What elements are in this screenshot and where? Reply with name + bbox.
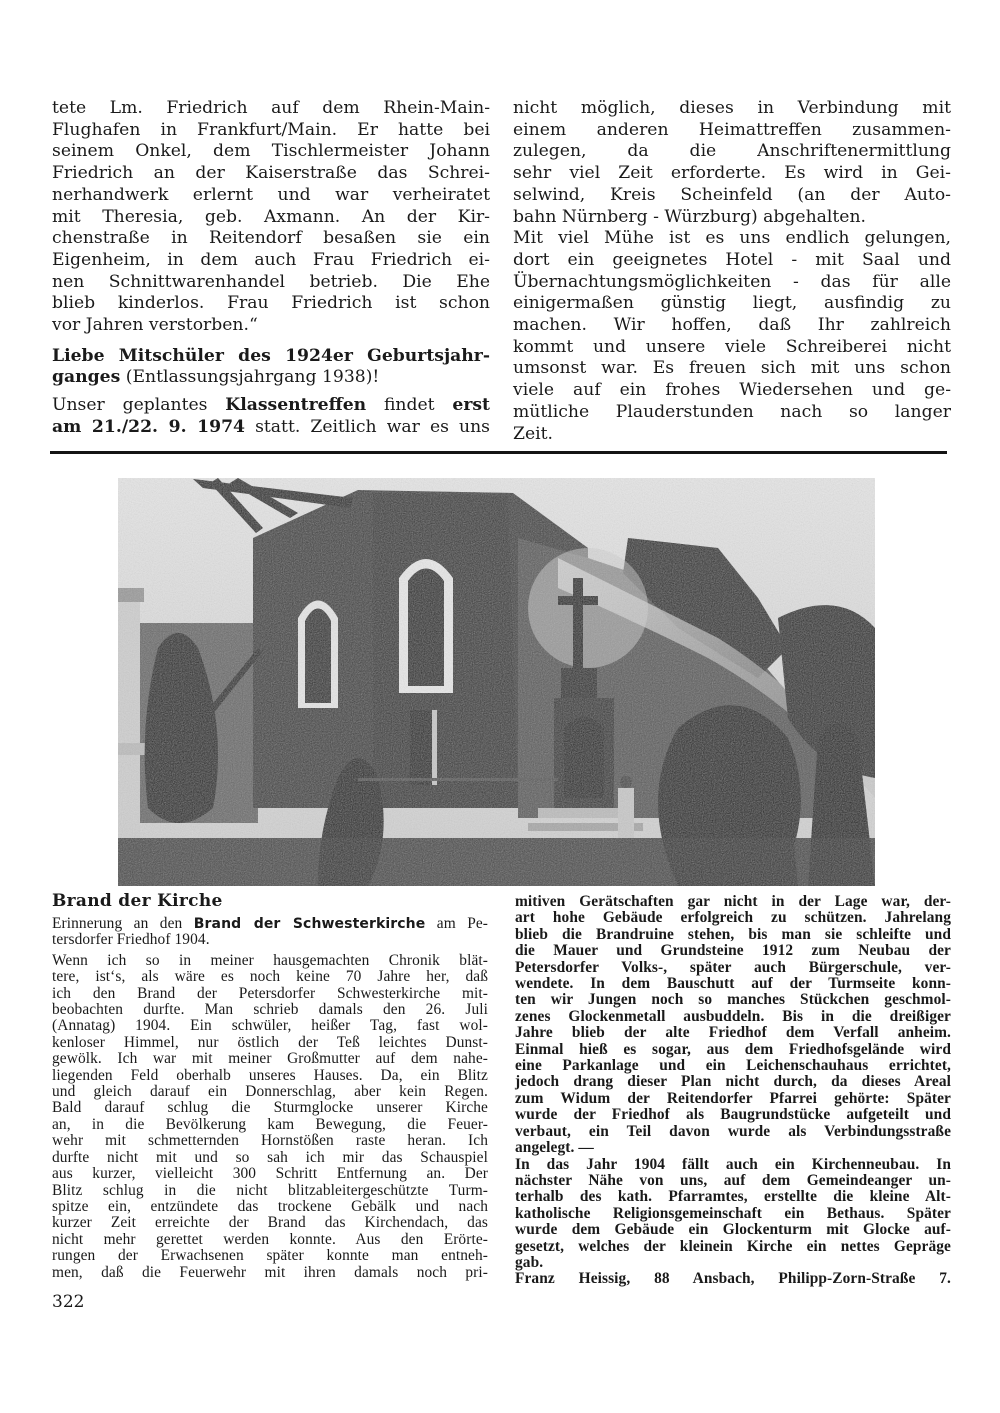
article-intro: Erinnerung an den Brand der Schwesterkirche am Pe- — [52, 915, 489, 932]
text-line: art hohe Gebäude erfolgreich zu schützen. Jahrelang — [515, 909, 951, 927]
text-line: dort ein geeignetes Hotel - mit Saal und — [513, 249, 951, 270]
text-line: nerhandwerk erlernt und war verheiratet — [52, 184, 490, 205]
text-line: bahn Nürnberg - Würzburg) abgehalten. — [513, 206, 866, 227]
text-line: beobachten durfte. Man schrieb damals den 26. Juli — [52, 1001, 488, 1019]
text-line: In das Jahr 1904 fällt auch ein Kirchenneubau. In — [515, 1155, 951, 1173]
text-line: ten wir Jungen noch so manches Stückchen geschmol- — [515, 991, 951, 1009]
text-line: Einmal hieß es sogar, aus dem Friedhofsgelände wird — [515, 1040, 951, 1058]
text-line: spitze ein, entzündete das trockene Gebälk und nach — [52, 1197, 488, 1215]
text-line: wurde der Friedhof als Baugrundstücke aufgeteilt und — [515, 1106, 951, 1124]
announcement-heading: ganges (Entlassungsjahrgang 1938)! — [52, 367, 380, 388]
text-line: mütliche Plauderstunden nach so langer — [513, 401, 951, 422]
section-divider — [50, 451, 947, 454]
text-line: chenstraße in Reitendorf besaßen sie ein — [52, 228, 490, 249]
text-line: mit Theresia, geb. Axmann. An der Kir- — [52, 206, 490, 227]
text-line: kurzer Zeit erreichte der Brand das Kirchendach, das — [52, 1214, 488, 1232]
text-line: Wenn ich so in meiner hausgemachten Chronik blät- — [52, 951, 488, 969]
text-line: selwind, Kreis Scheinfeld (an der Auto- — [513, 184, 951, 205]
text-line: gab. — [515, 1253, 544, 1271]
text-line: mitiven Gerätschaften gar nicht in der Lage war, der- — [515, 893, 951, 910]
text-line: ich den Brand der Petersdorfer Schwesterkirche mit- — [52, 984, 488, 1002]
text-line: sehr viel Zeit erforderte. Es wird in Gei- — [513, 163, 951, 184]
text-line: gesetzt, welches der kleinein Kirche ein nettes Gepräge — [515, 1237, 951, 1255]
announcement — [52, 346, 490, 439]
text-line: Petersdorfer Volks-, später auch Bürgerschule, ver- — [515, 958, 951, 976]
text-line: Eigenheim, in dem auch Frau Friedrich ei- — [52, 249, 490, 270]
text-line: wendete. In dem Bauschutt auf der Turmseite konn- — [515, 975, 951, 993]
text-line: durfte nicht mit und so sah ich mir das Schauspiel — [52, 1148, 488, 1166]
text-line: (Annatag) 1904. Ein schwüler, heißer Tag, fast wol- — [52, 1017, 488, 1035]
author-signature: Franz Heissig, 88 Ansbach, Philipp-Zorn-Straße 7. — [515, 1270, 951, 1288]
text-line: die Mauer und Grundsteine 1912 zum Neubau der — [515, 942, 951, 960]
text-line: Blitz schlug in die nicht blitzableitergeschützte Turm- — [52, 1181, 488, 1199]
text-line: Flughafen in Frankfurt/Main. Er hatte bei — [52, 119, 490, 140]
text-line: zenes Glockenmetall ausbuddeln. Bis in die dreißiger — [515, 1007, 951, 1025]
text-line: wurde dem Gebäude ein Glockenturm mit Glocke auf- — [515, 1221, 951, 1239]
text-line: katholische Religionsgemeinschaft ein Bethaus. Später — [515, 1204, 951, 1222]
text-line: nächster Nähe von uns, auf dem Gemeindeanger un- — [515, 1171, 951, 1189]
text-line: Mit viel Mühe ist es uns endlich gelungen, — [513, 228, 951, 249]
text-line: nen Schnittwarenhandel betrieb. Die Ehe — [52, 271, 490, 292]
text-line: terhalb des kath. Pfarramtes, erstellte die kleine Alt- — [515, 1188, 951, 1206]
text-line: aus kurzer, vielleicht 300 Schritt Entfernung an. Der — [52, 1165, 488, 1183]
text-line: nicht mehr gerettet werden konnte. Aus den Erörte- — [52, 1230, 488, 1248]
text-line: Übernachtungsmöglichkeiten - das für alle — [513, 271, 951, 292]
text-line: tete Lm. Friedrich auf dem Rhein-Main- — [52, 98, 490, 118]
text-line: eine Parkanlage und ein Leichenschauhaus errichtet, — [515, 1057, 951, 1075]
text-line: gewölk. Ich war mit meiner Großmutter auf dem nahe- — [52, 1050, 488, 1068]
text-line: jedoch drang dieser Plan nicht durch, da dieses Areal — [515, 1073, 951, 1091]
church-fire-photo — [118, 478, 875, 886]
text-line: men, daß die Feuerwehr mit ihren damals noch pri- — [52, 1263, 488, 1281]
text-line: an, in die Bevölkerung kam Bewegung, die Feuer- — [52, 1115, 488, 1133]
text-line: Friedrich an der Kaiserstraße das Schrei- — [52, 163, 490, 184]
text-line: angelegt. — — [515, 1139, 594, 1157]
text-line: liegenden Feld oberhalb unseres Hauses. Da, ein Blitz — [52, 1066, 488, 1084]
top-left-column — [52, 98, 490, 439]
article-right-column — [515, 894, 951, 1288]
text-line: nicht möglich, dieses in Verbindung mit — [513, 98, 951, 118]
text-line: rungen der Erwachsenen später konnte man entneh- — [52, 1247, 488, 1265]
text-line: blieb die Brandruine stehen, bis man sie schleifte und — [515, 925, 951, 943]
text-line: zum Widum der Reitendorfer Pfarrei gehörte: Später — [515, 1089, 951, 1107]
text-line: einem anderen Heimattreffen zusammen- — [513, 119, 951, 140]
photo-illustration — [118, 478, 875, 886]
text-line: umsonst war. Es freuen sich mit uns schon — [513, 358, 951, 379]
top-right-column — [513, 98, 951, 445]
announcement-heading: Liebe Mitschüler des 1924er Geburtsjahr- — [52, 345, 490, 366]
text-line: seinem Onkel, dem Tischlermeister Johann — [52, 141, 490, 162]
text-line: vor Jahren verstorben.“ — [52, 315, 258, 336]
text-line: kenloser Himmel, nur östlich der Teß leichtes Dunst- — [52, 1033, 488, 1051]
article-title: Brand der Kirche — [52, 891, 223, 911]
text-line: viele auf ein frohes Wiedersehen und ge- — [513, 380, 951, 401]
text-line: machen. Wir hoffen, daß Ihr zahlreich — [513, 315, 951, 336]
article-left-column — [52, 890, 488, 1281]
text-line: Jahre blieb der alte Friedhof dem Verfall anheim. — [515, 1024, 951, 1042]
text-line: zulegen, da die Anschriftenermittlung — [513, 141, 951, 162]
text-line: einigermaßen günstig liegt, ausfindig zu — [513, 293, 951, 314]
page-number: 322 — [52, 1292, 85, 1312]
text-line: verbaut, ein Teil davon wurde als Verbindungsstraße — [515, 1122, 951, 1140]
text-line: blieb kinderlos. Frau Friedrich ist schon — [52, 293, 490, 314]
announcement-body: Unser geplantes Klassentreffen findet erst — [52, 395, 490, 416]
text-line: wehr mit schmetternden Hornstößen raste heran. Ich — [52, 1132, 488, 1150]
text-line: Bald darauf schlug die Sturmglocke unserer Kirche — [52, 1099, 488, 1117]
announcement-body: am 21./22. 9. 1974 statt. Zeitlich war es uns — [52, 416, 490, 437]
article-intro: tersdorfer Friedhof 1904. — [52, 931, 210, 949]
text-line: Zeit. — [513, 423, 553, 444]
text-line: tere, ist‘s, als wäre es noch keine 70 Jahre her, daß — [52, 968, 488, 986]
text-line: und gleich darauf ein Donnerschlag, aber kein Regen. — [52, 1083, 488, 1101]
text-line: kommt und unsere viele Schreiberei nicht — [513, 336, 951, 357]
